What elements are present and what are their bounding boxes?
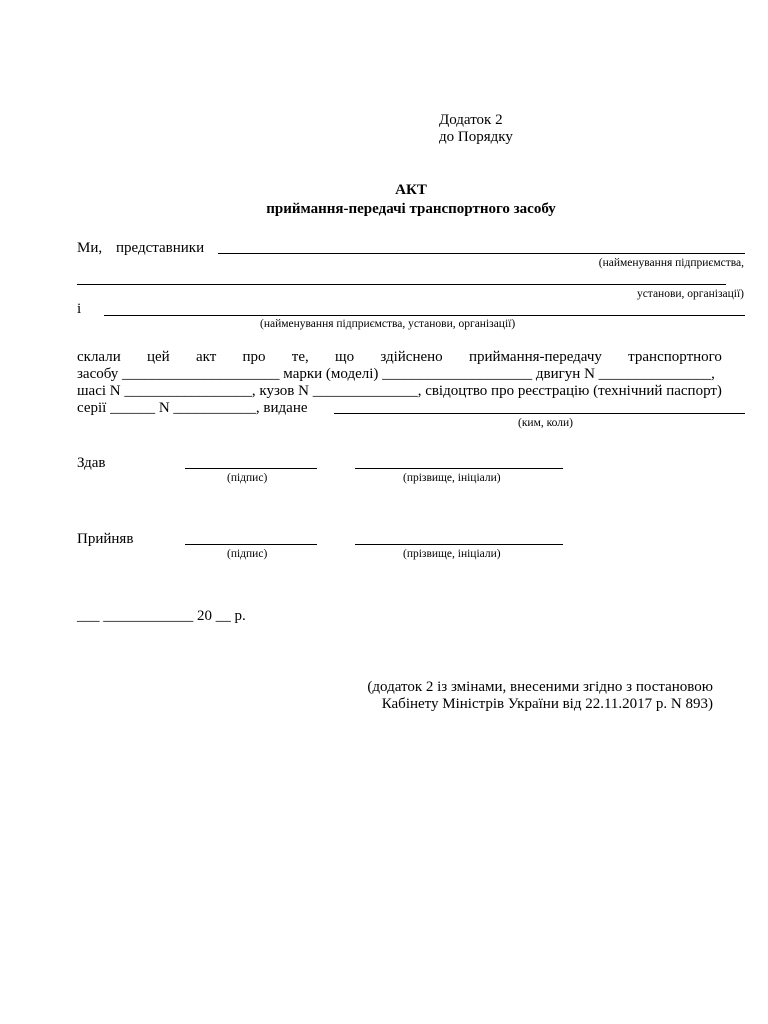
word: цей — [146, 349, 170, 365]
word: склали — [77, 349, 121, 365]
appendix-ref: до Порядку — [439, 129, 513, 145]
enterprise-hint-1: (найменування підприємства, — [598, 257, 744, 269]
document-subtitle: приймання-передачі транспортного засобу — [266, 201, 556, 217]
name-hint: (прізвище, ініціали) — [403, 548, 501, 560]
signature-hint: (підпис) — [227, 472, 268, 484]
enterprise-hint-2: установи, організації) — [636, 288, 744, 300]
we-label: Ми, — [77, 240, 103, 256]
received-name-line[interactable] — [355, 544, 563, 545]
enterprise-field-line[interactable] — [77, 284, 726, 285]
paragraph-line-2: засобу _____________________ марки (моделі) ____________________ двигун N _______________, — [77, 366, 715, 382]
word: здійснено — [380, 349, 443, 365]
second-enterprise-field-line[interactable] — [104, 315, 745, 316]
enterprise-hint-full: (найменування підприємства, установи, організації) — [260, 318, 516, 330]
word: те, — [291, 349, 309, 365]
received-label: Прийняв — [77, 531, 134, 547]
paragraph-line-4: серії ______ N ___________, видане — [77, 400, 308, 416]
appendix-number: Додаток 2 — [439, 112, 503, 128]
paragraph-line-3: шасі N _________________, кузов N ______________, свідоцтво про реєстрацію (технічний паспорт) — [77, 383, 722, 399]
gave-label: Здав — [77, 455, 106, 471]
footnote-line-2: Кабінету Міністрів України від 22.11.2017 р. N 893) — [381, 696, 713, 712]
representatives-label: представники — [116, 240, 205, 256]
word: приймання-передачу — [468, 349, 602, 365]
issued-by-field-line[interactable] — [334, 413, 745, 414]
paragraph-line-1 — [77, 349, 722, 366]
word: транспортного — [628, 349, 722, 365]
word: що — [335, 349, 355, 365]
word: акт — [195, 349, 217, 365]
representatives-field-line[interactable] — [218, 253, 745, 254]
word: про — [242, 349, 266, 365]
date-line: ___ ____________ 20 __ р. — [77, 608, 246, 624]
footnote-line-1: (додаток 2 із змінами, внесеними згідно з постановою — [367, 679, 713, 695]
signature-hint: (підпис) — [227, 548, 268, 560]
received-signature-line[interactable] — [185, 544, 317, 545]
document-title: АКТ — [395, 182, 427, 198]
who-when-hint: (ким, коли) — [518, 417, 573, 429]
and-label: і — [77, 301, 82, 317]
gave-name-line[interactable] — [355, 468, 563, 469]
gave-signature-line[interactable] — [185, 468, 317, 469]
name-hint: (прізвище, ініціали) — [403, 472, 501, 484]
